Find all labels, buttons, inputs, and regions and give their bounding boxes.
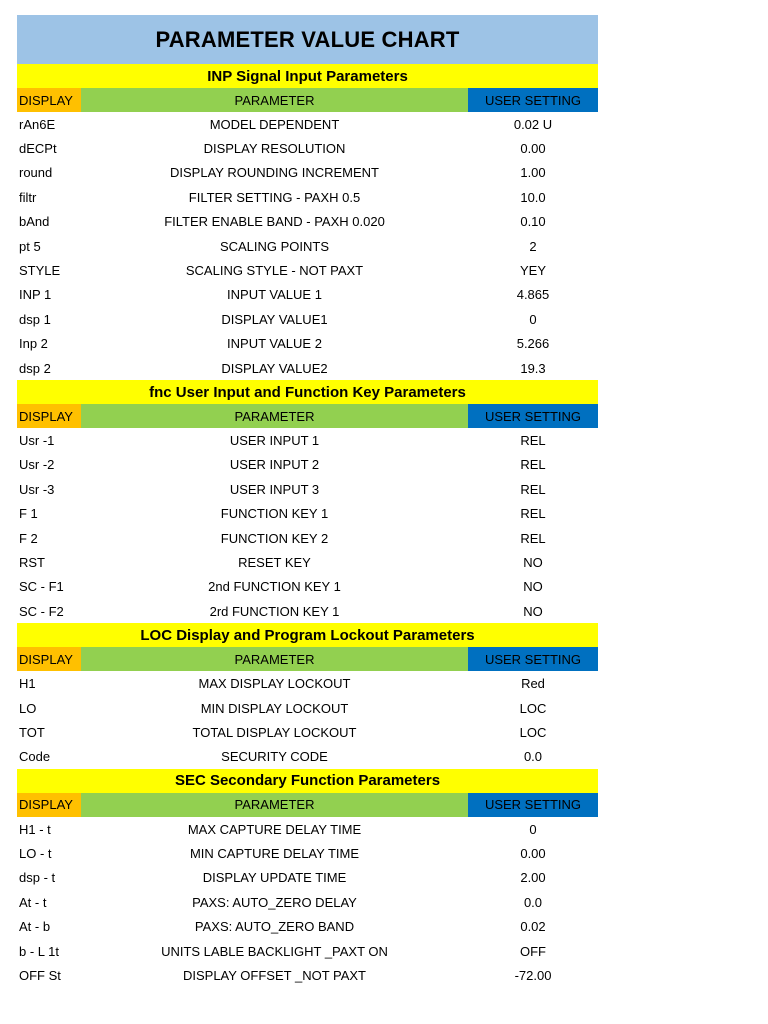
display-cell: filtr <box>19 189 37 205</box>
parameter-cell: DISPLAY VALUE2 <box>221 360 328 376</box>
table-row <box>17 671 598 695</box>
parameter-cell: MAX DISPLAY LOCKOUT <box>198 676 351 692</box>
section-fnc <box>17 380 598 623</box>
parameter-cell: SCALING STYLE - NOT PAXT <box>185 263 364 279</box>
parameter-cell: TOTAL DISPLAY LOCKOUT <box>192 724 357 740</box>
setting-cell: 0 <box>529 311 537 327</box>
display-cell: At - b <box>19 919 51 935</box>
setting-cell: 1.00 <box>520 165 546 181</box>
parameter-cell: PAXS: AUTO_ZERO DELAY <box>192 894 357 910</box>
setting-cell: REL <box>520 530 546 546</box>
table-row <box>17 915 598 939</box>
table-row <box>17 745 598 769</box>
table-row <box>17 550 598 574</box>
parameter-cell: FUNCTION KEY 2 <box>220 530 329 546</box>
column-header-row <box>17 647 598 671</box>
column-header-setting: USER SETTING <box>468 793 598 817</box>
parameter-cell: FILTER ENABLE BAND - PAXH 0.020 <box>164 214 385 230</box>
display-cell: TOT <box>19 724 45 740</box>
table-row <box>17 112 598 136</box>
column-header-parameter: PARAMETER <box>81 88 468 112</box>
setting-cell: 0.0 <box>523 749 543 765</box>
table-row <box>17 136 598 160</box>
section-title: SEC Secondary Function Parameters <box>17 769 598 793</box>
parameter-cell: MODEL DEPENDENT <box>209 116 340 132</box>
section-inp <box>17 64 598 380</box>
setting-cell: 5.266 <box>516 336 550 352</box>
setting-cell: 0.02 U <box>513 116 553 132</box>
table-row <box>17 234 598 258</box>
display-cell: dsp - t <box>19 870 56 886</box>
display-cell: RST <box>19 554 45 570</box>
column-header-parameter: PARAMETER <box>81 793 468 817</box>
section-rows <box>17 671 598 769</box>
parameter-cell: USER INPUT 3 <box>229 481 320 497</box>
section-rows <box>17 428 598 623</box>
table-row <box>17 817 598 841</box>
table-row <box>17 939 598 963</box>
display-cell: F 1 <box>19 506 38 522</box>
column-header-row <box>17 793 598 817</box>
table-row <box>17 258 598 282</box>
setting-cell: LOC <box>519 700 547 716</box>
setting-cell: 0.02 <box>520 919 546 935</box>
display-cell: Code <box>19 749 51 765</box>
setting-cell: 0.10 <box>520 214 546 230</box>
display-cell: LO - t <box>19 846 52 862</box>
column-header-display: DISPLAY <box>17 793 81 817</box>
setting-cell: 0.00 <box>520 846 546 862</box>
display-cell: F 2 <box>19 530 38 546</box>
parameter-cell: FILTER SETTING - PAXH 0.5 <box>188 189 361 205</box>
parameter-cell: PAXS: AUTO_ZERO BAND <box>194 919 355 935</box>
parameter-cell: DISPLAY RESOLUTION <box>203 141 346 157</box>
display-cell: dECPt <box>19 141 57 157</box>
table-row <box>17 210 598 234</box>
table-row <box>17 477 598 501</box>
column-header-display: DISPLAY <box>17 647 81 671</box>
display-cell: H1 - t <box>19 821 51 837</box>
parameter-cell: DISPLAY UPDATE TIME <box>202 870 347 886</box>
setting-cell: -72.00 <box>514 968 552 984</box>
display-cell: Usr -2 <box>19 457 55 473</box>
parameter-cell: MAX CAPTURE DELAY TIME <box>187 821 362 837</box>
parameter-cell: DISPLAY OFFSET _NOT PAXT <box>182 968 366 984</box>
display-cell: SC - F2 <box>19 603 64 619</box>
setting-cell: 19.3 <box>520 360 546 376</box>
parameter-cell: UNITS LABLE BACKLIGHT _PAXT ON <box>161 943 388 959</box>
setting-cell: 2 <box>529 238 537 254</box>
display-cell: b - L 1t <box>19 943 59 959</box>
display-cell: SC - F1 <box>19 579 64 595</box>
table-row <box>17 599 598 623</box>
setting-cell: NO <box>523 603 543 619</box>
display-cell: OFF St <box>19 968 61 984</box>
column-header-setting: USER SETTING <box>468 88 598 112</box>
table-row <box>17 866 598 890</box>
parameter-cell: MIN CAPTURE DELAY TIME <box>189 846 360 862</box>
column-header-parameter: PARAMETER <box>81 647 468 671</box>
chart-title: PARAMETER VALUE CHART <box>17 15 598 64</box>
parameter-chart <box>17 15 598 988</box>
column-header-row <box>17 404 598 428</box>
parameter-cell: INPUT VALUE 2 <box>227 336 322 352</box>
table-row <box>17 185 598 209</box>
parameter-cell: RESET KEY <box>238 554 311 570</box>
table-row <box>17 356 598 380</box>
table-row <box>17 501 598 525</box>
display-cell: STYLE <box>19 263 61 279</box>
column-header-display: DISPLAY <box>17 88 81 112</box>
parameter-cell: SCALING POINTS <box>219 238 330 254</box>
setting-cell: 0.0 <box>523 894 543 910</box>
table-row <box>17 332 598 356</box>
parameter-cell: MIN DISPLAY LOCKOUT <box>200 700 349 716</box>
setting-cell: Red <box>521 676 545 692</box>
table-row <box>17 283 598 307</box>
parameter-cell: 2nd FUNCTION KEY 1 <box>208 579 341 595</box>
setting-cell: REL <box>520 506 546 522</box>
table-row <box>17 841 598 865</box>
section-loc <box>17 623 598 769</box>
section-title: LOC Display and Program Lockout Parameters <box>17 623 598 647</box>
section-title: INP Signal Input Parameters <box>17 64 598 88</box>
column-header-setting: USER SETTING <box>468 404 598 428</box>
table-row <box>17 890 598 914</box>
display-cell: pt 5 <box>19 238 41 254</box>
display-cell: dsp 1 <box>19 311 51 327</box>
parameter-cell: INPUT VALUE 1 <box>227 287 322 303</box>
display-cell: rAn6E <box>19 116 56 132</box>
display-cell: LO <box>19 700 37 716</box>
setting-cell: REL <box>520 481 546 497</box>
section-title: fnc User Input and Function Key Parameters <box>17 380 598 404</box>
table-row <box>17 963 598 987</box>
display-cell: H1 <box>19 676 36 692</box>
setting-cell: REL <box>520 432 546 448</box>
section-sec <box>17 769 598 988</box>
setting-cell: NO <box>523 579 543 595</box>
table-row <box>17 307 598 331</box>
setting-cell: 2.00 <box>520 870 546 886</box>
display-cell: Inp 2 <box>19 336 48 352</box>
parameter-cell: FUNCTION KEY 1 <box>220 506 329 522</box>
table-row <box>17 453 598 477</box>
table-row <box>17 161 598 185</box>
display-cell: At - t <box>19 894 47 910</box>
section-rows <box>17 817 598 988</box>
setting-cell: OFF <box>520 943 546 959</box>
setting-cell: 4.865 <box>516 287 550 303</box>
display-cell: dsp 2 <box>19 360 51 376</box>
column-header-parameter: PARAMETER <box>81 404 468 428</box>
setting-cell: NO <box>523 554 543 570</box>
parameter-cell: USER INPUT 2 <box>229 457 320 473</box>
display-cell: INP 1 <box>19 287 52 303</box>
parameter-cell: USER INPUT 1 <box>229 432 320 448</box>
table-row <box>17 526 598 550</box>
parameter-cell: DISPLAY VALUE1 <box>221 311 328 327</box>
column-header-row <box>17 88 598 112</box>
setting-cell: YEY <box>519 263 546 279</box>
parameter-cell: DISPLAY ROUNDING INCREMENT <box>170 165 379 181</box>
table-row <box>17 696 598 720</box>
setting-cell: LOC <box>519 724 547 740</box>
column-header-display: DISPLAY <box>17 404 81 428</box>
display-cell: bAnd <box>19 214 50 230</box>
table-row <box>17 575 598 599</box>
display-cell: Usr -3 <box>19 481 55 497</box>
setting-cell: 10.0 <box>520 189 546 205</box>
display-cell: Usr -1 <box>19 432 55 448</box>
setting-cell: REL <box>520 457 546 473</box>
section-rows <box>17 112 598 380</box>
table-row <box>17 428 598 452</box>
column-header-setting: USER SETTING <box>468 647 598 671</box>
parameter-cell: 2rd FUNCTION KEY 1 <box>209 603 340 619</box>
setting-cell: 0 <box>529 821 537 837</box>
setting-cell: 0.00 <box>520 141 546 157</box>
parameter-cell: SECURITY CODE <box>221 749 328 765</box>
display-cell: round <box>19 165 53 181</box>
table-row <box>17 720 598 744</box>
